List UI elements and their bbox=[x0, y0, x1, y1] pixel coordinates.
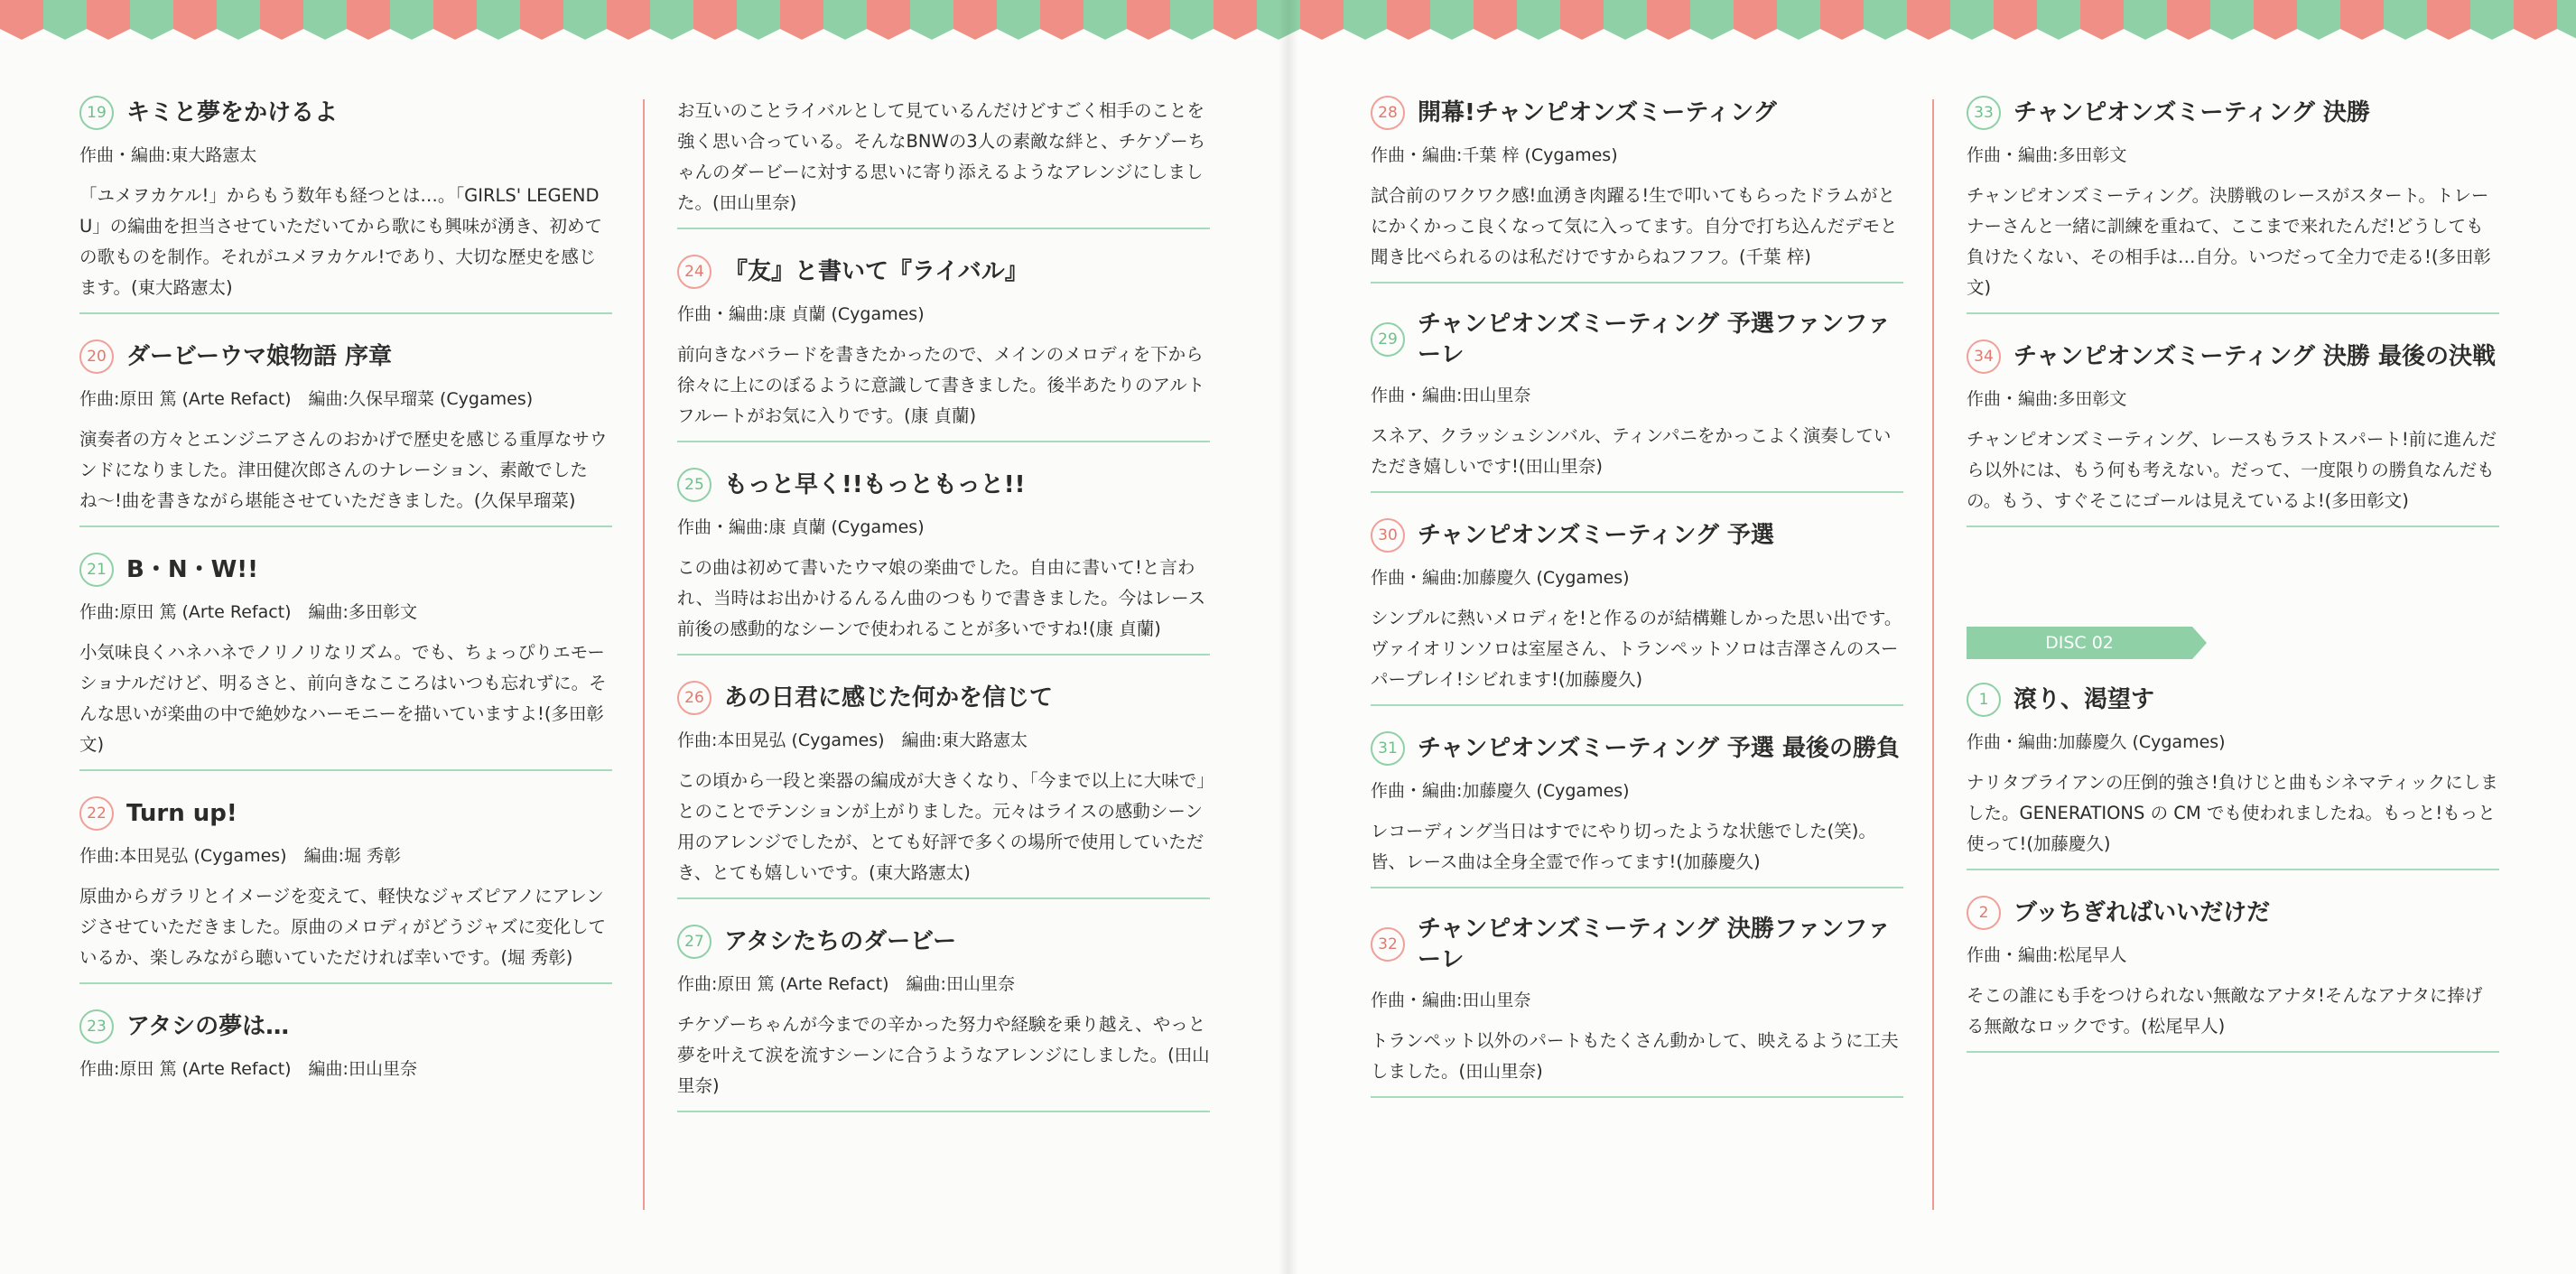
track-21 bbox=[79, 553, 612, 771]
track-credit: 作曲・編曲:康 貞蘭 (Cygames) bbox=[677, 304, 925, 324]
track-title: ブッちぎればいいだけだ bbox=[2013, 899, 2271, 926]
track-number: 1 bbox=[1967, 683, 2001, 717]
zigzag-segment bbox=[737, 0, 780, 40]
track-title: B・N・W!! bbox=[126, 556, 258, 583]
zigzag-segment bbox=[43, 0, 87, 40]
track-credit: 作曲:本田晃弘 (Cygames) 編曲:堀 秀彰 bbox=[79, 846, 402, 866]
zigzag-segment bbox=[347, 0, 390, 40]
zigzag-segment bbox=[1907, 0, 1950, 40]
track-34 bbox=[1967, 339, 2499, 527]
zigzag-segment bbox=[2210, 0, 2254, 40]
track-credit: 作曲・編曲:千葉 梓 (Cygames) bbox=[1371, 145, 1618, 165]
track-comment: この曲は初めて書いたウマ娘の楽曲でした。自由に書いて!と言われ、当時はお出かけるんるん曲のつもりで書きました。今はレース前後の感動的なシーンで使われることが多いですね!(康 貞蘭) bbox=[677, 557, 1206, 639]
track-title: 滾り、渇望す bbox=[2013, 686, 2155, 713]
track-credit: 作曲:原田 篤 (Arte Refact) 編曲:田山里奈 bbox=[79, 1059, 417, 1079]
zigzag-segment bbox=[433, 0, 477, 40]
disc2-track-1 bbox=[1967, 683, 2499, 870]
track-divider bbox=[1967, 1051, 2499, 1053]
track-divider bbox=[1371, 704, 1903, 706]
track-title: 開幕!チャンピオンズミーティング bbox=[1418, 99, 1777, 126]
track-22 bbox=[79, 796, 612, 984]
track-divider bbox=[1967, 312, 2499, 314]
zigzag-segment bbox=[2514, 0, 2557, 40]
zigzag-segment bbox=[693, 0, 737, 40]
track-divider bbox=[1371, 491, 1903, 493]
column-divider bbox=[1932, 99, 1934, 1210]
column-1 bbox=[79, 96, 612, 1082]
zigzag-segment bbox=[1604, 0, 1647, 40]
track-comment: チャンピオンズミーティング。決勝戦のレースがスタート。トレーナーさんと一緒に訓練を重ねて、ここまで来れたんだ!どうしても負けたくない、その相手は…自分。いつだって全力で走る!(多田彰文) bbox=[1967, 185, 2491, 298]
track-divider bbox=[677, 897, 1210, 899]
track-comment: 試合前のワクワク感!血湧き肉躍る!生で叩いてもらったドラムがとにかくかっこ良くなって気に入ってます。自分で打ち込んだデモと聞き比べられるのは私だけですからねフフフ。(千葉 梓) bbox=[1371, 185, 1898, 267]
track-title: もっと早く!!もっともっと!! bbox=[724, 471, 1026, 498]
track-24 bbox=[677, 255, 1210, 442]
track-32 bbox=[1371, 914, 1903, 1098]
track-number: 30 bbox=[1371, 518, 1405, 553]
zigzag-segment bbox=[1777, 0, 1820, 40]
zigzag-segment bbox=[217, 0, 260, 40]
column-divider bbox=[643, 99, 645, 1210]
track-title: アタシの夢は… bbox=[126, 1013, 290, 1040]
zigzag-segment bbox=[997, 0, 1040, 40]
zigzag-segment bbox=[1170, 0, 1214, 40]
track-title: チャンピオンズミーティング 予選 最後の勝負 bbox=[1418, 735, 1900, 762]
track-title: Turn up! bbox=[126, 800, 237, 827]
track-title: キミと夢をかけるよ bbox=[126, 99, 339, 126]
zigzag-segment bbox=[303, 0, 347, 40]
track-title: チャンピオンズミーティング 決勝 bbox=[2013, 99, 2370, 126]
track-number: 27 bbox=[677, 925, 711, 959]
disc-header bbox=[1967, 627, 2499, 659]
track-divider bbox=[79, 769, 612, 771]
track-divider bbox=[677, 654, 1210, 656]
track-number: 33 bbox=[1967, 96, 2001, 130]
disc2-track-2 bbox=[1967, 896, 2499, 1053]
zigzag-segment bbox=[1820, 0, 1864, 40]
track-divider bbox=[1967, 525, 2499, 527]
track-divider bbox=[79, 982, 612, 984]
zigzag-segment bbox=[1344, 0, 1387, 40]
track-credit: 作曲:原田 篤 (Arte Refact) 編曲:田山里奈 bbox=[677, 974, 1015, 994]
track-number: 26 bbox=[677, 681, 711, 715]
zigzag-segment bbox=[867, 0, 910, 40]
track-divider bbox=[1967, 869, 2499, 870]
zigzag-segment bbox=[2557, 0, 2576, 40]
track-credit: 作曲・編曲:康 貞蘭 (Cygames) bbox=[677, 517, 925, 537]
track-comment: スネア、クラッシュシンバル、ティンパニをかっこよく演奏していただき嬉しいです!(田山里奈) bbox=[1371, 425, 1892, 477]
track-divider bbox=[1371, 887, 1903, 888]
zigzag-segment bbox=[520, 0, 563, 40]
track-comment: トランペット以外のパートもたくさん動かして、映えるように工夫しました。(田山里奈) bbox=[1371, 1030, 1899, 1082]
track-comment: チケゾーちゃんが今までの辛かった努力や経験を乗り越え、やっと夢を叶えて涙を流すシーンに合うようなアレンジにしました。(田山里奈) bbox=[677, 1014, 1210, 1096]
zigzag-segment bbox=[563, 0, 607, 40]
zigzag-segment bbox=[1864, 0, 1907, 40]
zigzag-segment bbox=[87, 0, 130, 40]
track-number: 2 bbox=[1967, 896, 2001, 930]
track-credit: 作曲・編曲:多田彰文 bbox=[1967, 145, 2127, 165]
track-number: 29 bbox=[1371, 322, 1405, 357]
zigzag-segment bbox=[2340, 0, 2384, 40]
zigzag-segment bbox=[1734, 0, 1777, 40]
track-divider bbox=[677, 1111, 1210, 1112]
zigzag-segment bbox=[1430, 0, 1474, 40]
zigzag-segment bbox=[1300, 0, 1344, 40]
track-number: 21 bbox=[79, 553, 114, 587]
zigzag-segment bbox=[823, 0, 867, 40]
zigzag-segment bbox=[173, 0, 217, 40]
zigzag-segment bbox=[2427, 0, 2470, 40]
track-31 bbox=[1371, 731, 1903, 888]
zigzag-segment bbox=[260, 0, 303, 40]
track-number: 31 bbox=[1371, 731, 1405, 766]
track-number: 32 bbox=[1371, 927, 1405, 962]
track-title: 『友』と書いて『ライバル』 bbox=[724, 258, 1028, 285]
track-divider bbox=[1371, 282, 1903, 284]
zigzag-segment bbox=[780, 0, 823, 40]
track-number: 28 bbox=[1371, 96, 1405, 130]
track-divider bbox=[79, 312, 612, 314]
track-number: 24 bbox=[677, 255, 711, 289]
zigzag-segment bbox=[607, 0, 650, 40]
track-credit: 作曲・編曲:加藤慶久 (Cygames) bbox=[1371, 568, 1630, 588]
track-20 bbox=[79, 339, 612, 527]
track-title: チャンピオンズミーティング 決勝ファンファーレ bbox=[1418, 916, 1891, 973]
zigzag-segment bbox=[1994, 0, 2037, 40]
zigzag-segment bbox=[1647, 0, 1690, 40]
track-number: 20 bbox=[79, 339, 114, 374]
zigzag-segment bbox=[2037, 0, 2080, 40]
zigzag-segment bbox=[910, 0, 953, 40]
track-33 bbox=[1967, 96, 2499, 314]
track-comment: 前向きなバラードを書きたかったので、メインのメロディを下から徐々に上にのぼるように意識して書きました。後半あたりのアルトフルートがお気に入りです。(康 貞蘭) bbox=[677, 344, 1205, 426]
track-comment: 演奏者の方々とエンジニアさんのおかげで歴史を感じる重厚なサウンドになりました。津田健次郎さんのナレーション、素敵でしたね〜!曲を書きながら堪能させていただきました。(久保早瑠菜) bbox=[79, 429, 608, 511]
disc-label: DISC 02 bbox=[1967, 627, 2192, 659]
track-30 bbox=[1371, 518, 1903, 706]
track-number: 25 bbox=[677, 468, 711, 502]
zigzag-segment bbox=[1690, 0, 1734, 40]
track-29 bbox=[1371, 309, 1903, 493]
page-gutter bbox=[1279, 0, 1298, 1274]
track-credit: 作曲:原田 篤 (Arte Refact) 編曲:多田彰文 bbox=[79, 602, 417, 622]
track-credit: 作曲・編曲:加藤慶久 (Cygames) bbox=[1967, 732, 2226, 752]
track-number: 23 bbox=[79, 1009, 114, 1044]
zigzag-segment bbox=[1474, 0, 1517, 40]
track-credit: 作曲・編曲:東大路憲太 bbox=[79, 145, 257, 165]
zigzag-segment bbox=[2167, 0, 2210, 40]
track-comment: 原曲からガラリとイメージを変えて、軽快なジャズピアノにアレンジさせていただきました。原曲のメロディがどうジャズに変化しているか、楽しみながら聴いていただければ幸いです。(堀 秀彰) bbox=[79, 886, 607, 968]
zigzag-segment bbox=[1040, 0, 1083, 40]
zigzag-segment bbox=[477, 0, 520, 40]
zigzag-segment bbox=[390, 0, 433, 40]
track-divider bbox=[677, 228, 1210, 229]
track-comment: チャンピオンズミーティング、レースもラストスパート!前に進んだら以外には、もう何も考えない。だって、一度限りの勝負なんだもの。もう、すぐそこにゴールは見えているよ!(多田彰文) bbox=[1967, 429, 2497, 511]
track-comment: お互いのことライバルとして見ているんだけどすごく相手のことを強く思い合っている。そんなBNWの3人の素敵な絆と、チケゾーちゃんのダービーに対する思いに寄り添えるようなアレンジにしました。(田山里奈) bbox=[677, 100, 1206, 213]
track-divider bbox=[677, 441, 1210, 442]
track-comment: レコーディング当日はすでにやり切ったような状態でした(笑)。皆、レース曲は全身全霊で作ってます!(加藤慶久) bbox=[1371, 821, 1876, 872]
zigzag-segment bbox=[2470, 0, 2514, 40]
track-title: ダービーウマ娘物語 序章 bbox=[126, 343, 393, 370]
zigzag-segment bbox=[2297, 0, 2340, 40]
track-23-continued bbox=[677, 96, 1210, 229]
track-comment: シンプルに熱いメロディを!と作るのが結構難しかった思い出です。ヴァイオリンソロは室屋さん、トランペットソロは吉澤さんのスーパープレイ!シビれます!(加藤慶久) bbox=[1371, 608, 1902, 690]
zigzag-segment bbox=[1127, 0, 1170, 40]
zigzag-segment bbox=[0, 0, 43, 40]
track-comment: そこの誰にも手をつけられない無敵なアナタ!そんなアナタに捧げる無敵なロックです。(松尾早人) bbox=[1967, 985, 2483, 1037]
track-comment: 小気味良くハネハネでノリノリなリズム。でも、ちょっぴりエモーショナルだけど、明るさと、前向きなこころはいつも忘れずに。そんな思いが楽曲の中で絶妙なハーモニーを描いていますよ!(多田彰文) bbox=[79, 642, 607, 755]
track-divider bbox=[79, 525, 612, 527]
track-title: あの日君に感じた何かを信じて bbox=[724, 684, 1054, 711]
track-comment: 「ユメヲカケル!」からもう数年も経つとは…。「GIRLS' LEGEND U」の編曲を担当させていただいてから歌にも興味が湧き、初めての歌ものを制作。それがユメヲカケル!であり、大切な歴史を感じます。(東大路憲太) bbox=[79, 185, 602, 298]
track-26 bbox=[677, 681, 1210, 899]
track-28 bbox=[1371, 96, 1903, 284]
zigzag-segment bbox=[2254, 0, 2297, 40]
track-27 bbox=[677, 925, 1210, 1112]
track-credit: 作曲・編曲:多田彰文 bbox=[1967, 389, 2127, 409]
zigzag-segment bbox=[650, 0, 693, 40]
track-number: 22 bbox=[79, 796, 114, 831]
track-number: 34 bbox=[1967, 339, 2001, 374]
track-credit: 作曲・編曲:松尾早人 bbox=[1967, 945, 2127, 965]
track-title: アタシたちのダービー bbox=[724, 928, 957, 955]
track-credit: 作曲:原田 篤 (Arte Refact) 編曲:久保早瑠菜 (Cygames) bbox=[79, 389, 534, 409]
track-credit: 作曲:本田晃弘 (Cygames) 編曲:東大路憲太 bbox=[677, 730, 1028, 750]
zigzag-segment bbox=[1560, 0, 1604, 40]
column-3 bbox=[1371, 96, 1903, 1098]
zigzag-segment bbox=[2124, 0, 2167, 40]
track-number: 19 bbox=[79, 96, 114, 130]
zigzag-segment bbox=[953, 0, 997, 40]
zigzag-segment bbox=[1950, 0, 1994, 40]
zigzag-segment bbox=[1387, 0, 1430, 40]
zigzag-segment bbox=[1214, 0, 1257, 40]
track-credit: 作曲・編曲:田山里奈 bbox=[1371, 386, 1531, 405]
track-25 bbox=[677, 468, 1210, 656]
track-title: チャンピオンズミーティング 予選ファンファーレ bbox=[1418, 311, 1891, 368]
track-comment: ナリタブライアンの圧倒的強さ!負けじと曲もシネマティックにしました。GENERATIONS の CM でも使われましたね。もっと!もっと使って!(加藤慶久) bbox=[1967, 772, 2498, 854]
track-title: チャンピオンズミーティング 決勝 最後の決戦 bbox=[2013, 343, 2496, 370]
track-divider bbox=[1371, 1096, 1903, 1098]
zigzag-segment bbox=[130, 0, 173, 40]
track-title: チャンピオンズミーティング 予選 bbox=[1418, 522, 1774, 549]
zigzag-segment bbox=[2384, 0, 2427, 40]
track-credit: 作曲・編曲:加藤慶久 (Cygames) bbox=[1371, 781, 1630, 801]
zigzag-segment bbox=[1083, 0, 1127, 40]
track-19 bbox=[79, 96, 612, 314]
zigzag-segment bbox=[1517, 0, 1560, 40]
column-2 bbox=[677, 96, 1210, 1112]
column-4 bbox=[1967, 96, 2499, 1053]
track-credit: 作曲・編曲:田山里奈 bbox=[1371, 990, 1531, 1010]
track-23 bbox=[79, 1009, 612, 1082]
zigzag-segment bbox=[2080, 0, 2124, 40]
track-comment: この頃から一段と楽器の編成が大きくなり、「今まで以上に大味で」とのことでテンションが上がりました。元々はライスの感動シーン用のアレンジでしたが、とても好評で多くの場所で使用していただき、とても嬉しいです。(東大路憲太) bbox=[677, 770, 1206, 883]
